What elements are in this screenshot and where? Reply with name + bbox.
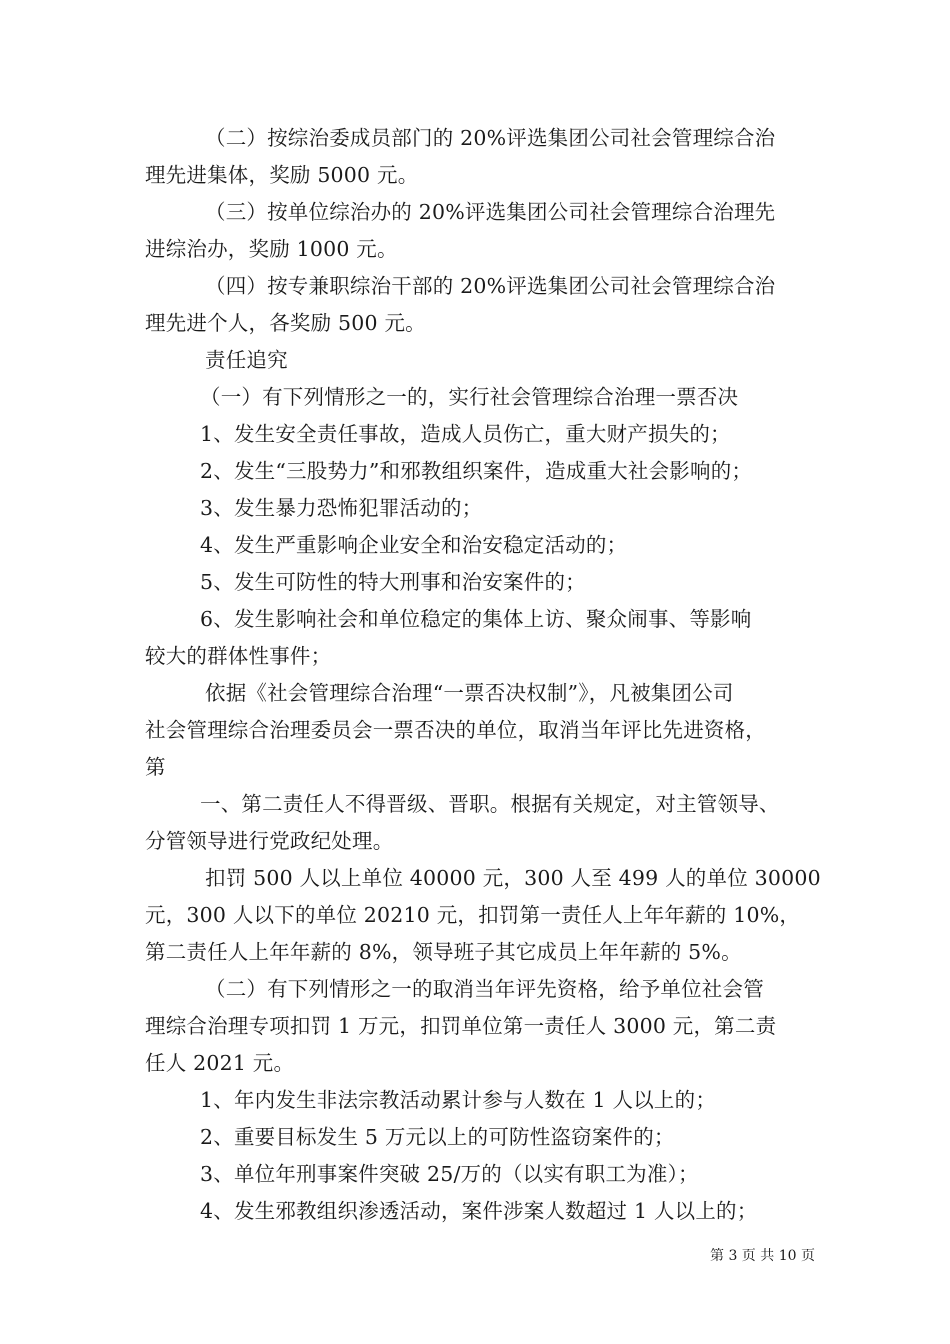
text-line: 元，300 人以下的单位 20210 元，扣罚第一责任人上年年薪的 10%， [145, 903, 801, 927]
text-line: 依据《社会管理综合治理“一票否决权制”》，凡被集团公司 [205, 681, 734, 705]
text-line: 理先进集体，奖励 5000 元。 [145, 163, 419, 187]
text-line: （一）有下列情形之一的，实行社会管理综合治理一票否决 [200, 385, 739, 409]
list-item: 1、年内发生非法宗教活动累计参与人数在 1 人以上的； [200, 1088, 717, 1112]
section-heading: 责任追究 [205, 348, 288, 372]
text-line: 社会管理综合治理委员会一票否决的单位，取消当年评比先进资格， [145, 718, 766, 742]
list-item: 4、发生严重影响企业安全和治安稳定活动的； [200, 533, 628, 557]
list-item: 6、发生影响社会和单位稳定的集体上访、聚众闹事、等影响 [200, 607, 752, 631]
list-item: 3、单位年刑事案件突破 25/万的（以实有职工为准）； [200, 1162, 699, 1186]
list-item: 1、发生安全责任事故，造成人员伤亡，重大财产损失的； [200, 422, 731, 446]
text-line: 第 [145, 755, 166, 779]
text-line: 理综合治理专项扣罚 1 万元，扣罚单位第一责任人 3000 元，第二责 [145, 1014, 777, 1038]
text-line: 进综治办，奖励 1000 元。 [145, 237, 398, 261]
list-item: 5、发生可防性的特大刑事和治安案件的； [200, 570, 586, 594]
text-line: 理先进个人，各奖励 500 元。 [145, 311, 426, 335]
text-line: 扣罚 500 人以上单位 40000 元，300 人至 499 人的单位 30000 [205, 866, 821, 890]
list-item: 2、重要目标发生 5 万元以上的可防性盗窃案件的； [200, 1125, 675, 1149]
text-line: （三）按单位综治办的 20%评选集团公司社会管理综合治理先 [205, 200, 776, 224]
text-line: 较大的群体性事件； [145, 644, 332, 668]
list-item: 3、发生暴力恐怖犯罪活动的； [200, 496, 483, 520]
text-line: （四）按专兼职综治干部的 20%评选集团公司社会管理综合治 [205, 274, 776, 298]
text-line: 分管领导进行党政纪处理。 [145, 829, 394, 853]
list-item: 2、发生“三股势力”和邪教组织案件，造成重大社会影响的； [200, 459, 753, 483]
text-line: （二）有下列情形之一的取消当年评先资格，给予单位社会管 [205, 977, 764, 1001]
list-item: 4、发生邪教组织渗透活动，案件涉案人数超过 1 人以上的； [200, 1199, 758, 1223]
text-line: 一、第二责任人不得晋级、晋职。根据有关规定，对主管领导、 [200, 792, 780, 816]
text-line: （二）按综治委成员部门的 20%评选集团公司社会管理综合治 [205, 126, 776, 150]
text-line: 第二责任人上年年薪的 8%，领导班子其它成员上年年薪的 5%。 [145, 940, 742, 964]
text-line: 任人 2021 元。 [145, 1051, 295, 1075]
page-number: 第 3 页 共 10 页 [710, 1248, 815, 1264]
